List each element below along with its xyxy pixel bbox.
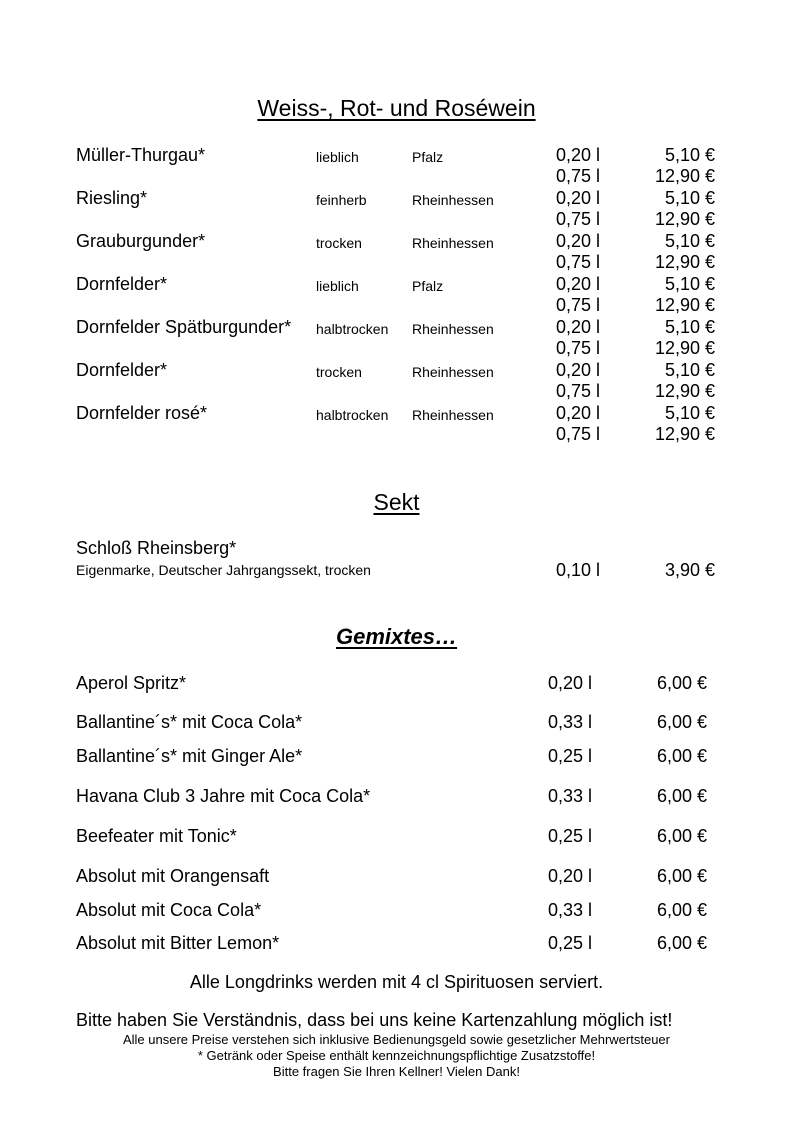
longdrink-note: Alle Longdrinks werden mit 4 cl Spirituosen serviert. xyxy=(189,972,604,992)
wine-region: Rheinhessen xyxy=(412,407,494,423)
mixed-volume: 0,25 l xyxy=(548,933,593,953)
mixed-volume: 0,33 l xyxy=(548,786,593,806)
wine-volume-large: 0,75 l xyxy=(556,295,601,315)
wine-taste: halbtrocken xyxy=(316,407,389,423)
mixed-heading: Gemixtes… xyxy=(335,624,458,649)
wine-name: Dornfelder rosé* xyxy=(76,403,208,423)
wine-region: Rheinhessen xyxy=(412,364,494,380)
mixed-price: 6,00 € xyxy=(656,746,707,766)
mixed-volume: 0,20 l xyxy=(548,673,593,693)
mixed-price: 6,00 € xyxy=(656,786,707,806)
mixed-name: Ballantine´s* mit Ginger Ale* xyxy=(76,746,303,766)
mixed-price: 6,00 € xyxy=(656,673,707,693)
wine-taste: lieblich xyxy=(316,278,359,294)
wine-price-large: 12,90 € xyxy=(654,338,715,358)
wine-taste: feinherb xyxy=(316,192,367,208)
wine-price: 5,10 € xyxy=(664,231,715,251)
wine-price: 5,10 € xyxy=(664,317,715,337)
price-note: Alle unsere Preise verstehen sich inklusive Bedienungsgeld sowie gesetzlicher Mehrwertsteuer xyxy=(122,1032,670,1047)
mixed-volume: 0,25 l xyxy=(548,826,593,846)
wine-price-large: 12,90 € xyxy=(654,381,715,401)
sekt-price: 3,90 € xyxy=(664,560,715,580)
mixed-name: Havana Club 3 Jahre mit Coca Cola* xyxy=(76,786,371,806)
wine-region: Pfalz xyxy=(412,278,444,294)
mixed-volume: 0,33 l xyxy=(548,900,593,920)
mixed-name: Ballantine´s* mit Coca Cola* xyxy=(76,712,303,732)
wine-volume: 0,20 l xyxy=(556,231,601,251)
mixed-price: 6,00 € xyxy=(656,900,707,920)
wine-volume: 0,20 l xyxy=(556,317,601,337)
wine-volume-large: 0,75 l xyxy=(556,424,601,444)
wine-taste: trocken xyxy=(316,364,362,380)
mixed-volume: 0,25 l xyxy=(548,746,593,766)
wine-name: Riesling* xyxy=(76,188,148,208)
mixed-name: Beefeater mit Tonic* xyxy=(76,826,237,846)
wine-price-large: 12,90 € xyxy=(654,424,715,444)
wine-name: Dornfelder* xyxy=(76,360,168,380)
wine-region: Rheinhessen xyxy=(412,192,494,208)
mixed-price: 6,00 € xyxy=(656,712,707,732)
mixed-volume: 0,20 l xyxy=(548,866,593,886)
wine-volume-large: 0,75 l xyxy=(556,166,601,186)
sekt-heading: Sekt xyxy=(373,489,420,515)
wine-name: Grauburgunder* xyxy=(76,231,206,251)
sekt-volume: 0,10 l xyxy=(556,560,601,580)
payment-note: Bitte haben Sie Verständnis, dass bei uns keine Kartenzahlung möglich ist! xyxy=(76,1010,673,1030)
mixed-name: Absolut mit Coca Cola* xyxy=(76,900,262,920)
wine-volume-large: 0,75 l xyxy=(556,209,601,229)
wine-price-large: 12,90 € xyxy=(654,209,715,229)
wine-region: Rheinhessen xyxy=(412,321,494,337)
wine-name: Dornfelder Spätburgunder* xyxy=(76,317,292,337)
mixed-name: Absolut mit Bitter Lemon* xyxy=(76,933,280,953)
wine-volume: 0,20 l xyxy=(556,188,601,208)
wine-price: 5,10 € xyxy=(664,188,715,208)
mixed-price: 6,00 € xyxy=(656,933,707,953)
wine-price: 5,10 € xyxy=(664,403,715,423)
wine-volume: 0,20 l xyxy=(556,145,601,165)
wine-taste: lieblich xyxy=(316,149,359,165)
wine-region: Rheinhessen xyxy=(412,235,494,251)
wine-taste: halbtrocken xyxy=(316,321,389,337)
ask-waiter-note: Bitte fragen Sie Ihren Kellner! Vielen Dank! xyxy=(273,1064,520,1079)
wine-price: 5,10 € xyxy=(664,360,715,380)
sekt-name: Schloß Rheinsberg* xyxy=(76,538,237,558)
wine-volume-large: 0,75 l xyxy=(556,252,601,272)
mixed-volume: 0,33 l xyxy=(548,712,593,732)
wine-price: 5,10 € xyxy=(664,274,715,294)
wine-region: Pfalz xyxy=(412,149,444,165)
wine-price-large: 12,90 € xyxy=(654,295,715,315)
sekt-description: Eigenmarke, Deutscher Jahrgangssekt, trocken xyxy=(76,562,371,578)
wine-volume: 0,20 l xyxy=(556,274,601,294)
wine-volume-large: 0,75 l xyxy=(556,338,601,358)
wine-volume: 0,20 l xyxy=(556,360,601,380)
mixed-name: Aperol Spritz* xyxy=(76,673,187,693)
wine-volume: 0,20 l xyxy=(556,403,601,423)
wine-price: 5,10 € xyxy=(664,145,715,165)
wine-name: Müller-Thurgau* xyxy=(76,145,206,165)
mixed-name: Absolut mit Orangensaft xyxy=(76,866,270,886)
wine-volume-large: 0,75 l xyxy=(556,381,601,401)
wine-price-large: 12,90 € xyxy=(654,252,715,272)
mixed-price: 6,00 € xyxy=(656,826,707,846)
wine-taste: trocken xyxy=(316,235,362,251)
additives-note: * Getränk oder Speise enthält kennzeichnungspflichtige Zusatzstoffe! xyxy=(197,1048,596,1063)
wine-name: Dornfelder* xyxy=(76,274,168,294)
wine-price-large: 12,90 € xyxy=(654,166,715,186)
mixed-price: 6,00 € xyxy=(656,866,707,886)
wine-heading: Weiss-, Rot- und Roséwein xyxy=(257,95,536,121)
